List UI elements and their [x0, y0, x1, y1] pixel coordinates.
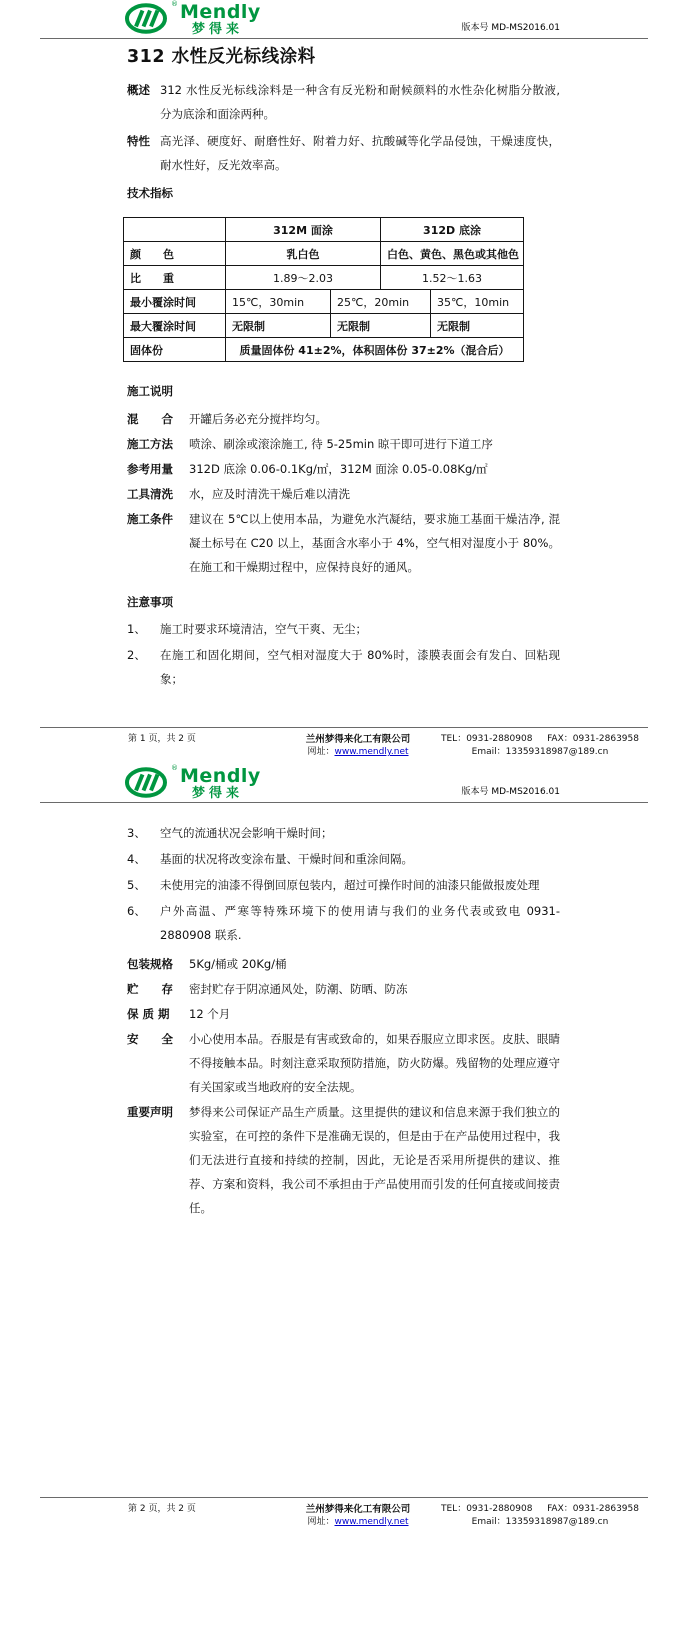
item-label: 工具清洗	[127, 487, 173, 501]
mendly-logo	[125, 766, 261, 800]
table-cell-312m: 312M 面涂	[226, 218, 381, 242]
features-text: 高光泽、硬度好、耐磨性好、附着力好、抗酸碱等化学品侵蚀，干燥速度快，耐水性好，反光效率高。	[160, 134, 560, 172]
table-row-color	[124, 242, 524, 266]
notes-list-continued	[127, 821, 560, 947]
page1-footer	[0, 725, 687, 759]
page2-content	[0, 821, 687, 1220]
item-text: 建议在 5℃以上使用本品，为避免水汽凝结，要求施工基面干燥洁净, 混凝土标号在 C20 以上，基面含水率小于 4%，空气相对湿度小于 80%。在施工和干燥期过程中，应保持良好的通风。	[189, 512, 560, 574]
item-label: 重要声明	[127, 1105, 173, 1119]
item-label: 施工方法	[127, 437, 173, 451]
note-item-2	[127, 643, 560, 691]
brand-name-cn: 梦得来	[192, 22, 244, 37]
footer-row	[0, 1498, 687, 1529]
note-text: 基面的状况将改变涂布量、干燥时间和重涂间隔。	[160, 852, 413, 866]
min-recoat-35: 35℃，10min	[431, 290, 524, 314]
item-label: 参考用量	[127, 462, 173, 476]
tech-spec-heading: 技术指标	[127, 186, 173, 200]
item-label: 保 质 期	[127, 1007, 170, 1021]
version-label: 版本号 MD-MS2016.01	[461, 787, 560, 797]
construction-item-usage	[127, 457, 560, 481]
info-items	[127, 952, 560, 1220]
brand-name: Mendly	[180, 1, 261, 23]
color-d: 白色、黄色、黑色或其他色	[381, 242, 524, 266]
page-header	[0, 0, 687, 36]
note-item-5	[127, 873, 560, 897]
table-row-header	[124, 218, 524, 242]
note-number: 4、	[127, 852, 146, 866]
gravity-m: 1.89～2.03	[226, 266, 381, 290]
overview-text: 312 水性反光标线涂料是一种含有反光粉和耐候颜料的水性杂化树脂分散液, 分为底涂和面涂两种。	[160, 83, 560, 121]
disclaimer-row	[127, 1100, 560, 1220]
website-link[interactable]: www.mendly.net	[334, 1517, 409, 1527]
registered-mark: ®	[171, 764, 178, 772]
max-recoat-3: 无限制	[431, 314, 524, 338]
note-number: 6、	[127, 904, 146, 918]
storage-row	[127, 977, 560, 1001]
item-label: 安 全	[127, 1032, 173, 1046]
table-row-solids	[124, 338, 524, 362]
gravity-label: 比 重	[124, 266, 226, 290]
note-item-6	[127, 899, 560, 947]
brand-name: Mendly	[180, 765, 261, 787]
note-item-3	[127, 821, 560, 845]
notes-heading: 注意事项	[127, 595, 173, 609]
construction-heading: 施工说明	[127, 384, 173, 398]
shelf-life-row	[127, 1002, 560, 1026]
page-1	[0, 0, 687, 760]
max-recoat-1: 无限制	[226, 314, 331, 338]
item-label: 施工条件	[127, 512, 173, 526]
contact-block	[433, 733, 647, 759]
note-number: 2、	[127, 648, 146, 662]
max-recoat-label: 最大覆涂时间	[124, 314, 226, 338]
company-name: 兰州梦得来化工有限公司	[305, 1504, 411, 1515]
note-text: 在施工和固化期间，空气相对湿度大于 80%时，漆膜表面会有发白、回粘现象；	[160, 648, 560, 686]
table-cell-312d: 312D 底涂	[381, 218, 524, 242]
mendly-logo-icon	[125, 767, 169, 798]
item-text: 小心使用本品。吞服是有害或致命的，如果吞服应立即求医。皮肤、眼睛不得接触本品。时刻注意采取预防措施，防火防爆。残留物的处理应遵守有关国家或当地政府的安全法规。	[189, 1032, 560, 1094]
company-name: 兰州梦得来化工有限公司	[305, 734, 411, 745]
website-link[interactable]: www.mendly.net	[334, 747, 409, 757]
item-label: 贮 存	[127, 982, 173, 996]
tech-spec-table	[123, 217, 524, 362]
table-cell-empty	[124, 218, 226, 242]
company-block	[283, 1503, 433, 1529]
features-label: 特性	[127, 134, 150, 148]
item-text: 喷涂、刷涂或滚涂施工, 待 5-25min 晾干即可进行下道工序	[189, 437, 493, 451]
note-text: 施工时要求环境清洁，空气干爽、无尘；	[160, 622, 367, 636]
note-text: 未使用完的油漆不得倒回原包装内，超过可操作时间的油漆只能做报废处理	[160, 878, 540, 892]
company-block	[283, 733, 433, 759]
item-text: 312D 底涂 0.06-0.1Kg/㎡，312M 面涂 0.05-0.08Kg/㎡	[189, 462, 488, 476]
table-row-gravity	[124, 266, 524, 290]
color-label: 颜 色	[124, 242, 226, 266]
solids-label: 固体份	[124, 338, 226, 362]
construction-item-mixing	[127, 407, 560, 431]
item-label: 混 合	[127, 412, 173, 426]
construction-item-conditions	[127, 507, 560, 579]
max-recoat-2: 无限制	[331, 314, 431, 338]
website-line	[283, 1516, 433, 1529]
mendly-logo-icon	[125, 3, 169, 34]
brand-name-cn: 梦得来	[192, 786, 244, 801]
contact-block	[433, 1503, 647, 1529]
overview-row	[127, 78, 560, 126]
website-label: 网址：	[307, 747, 335, 757]
page1-content	[0, 46, 687, 691]
header-rule	[40, 38, 648, 39]
page2-footer	[0, 1495, 687, 1529]
min-recoat-25: 25℃，20min	[331, 290, 431, 314]
version-label: 版本号 MD-MS2016.01	[461, 23, 560, 33]
note-number: 3、	[127, 826, 146, 840]
overview-label: 概述	[127, 83, 150, 97]
email-label: Email：13359318987@189.cn	[471, 747, 609, 757]
document-title: 312 水性反光标线涂料	[127, 47, 316, 67]
item-label: 包装规格	[127, 957, 173, 971]
page-2	[0, 760, 687, 1638]
construction-item-method	[127, 432, 560, 456]
packaging-row	[127, 952, 560, 976]
note-text: 空气的流通状况会影响干燥时间；	[160, 826, 333, 840]
mendly-logo	[125, 2, 261, 36]
logo-wordmark	[180, 3, 261, 36]
item-text: 水，应及时清洗干燥后难以清洗	[189, 487, 350, 501]
page-number: 第 2 页，共 2 页	[128, 1504, 196, 1514]
telfax-line	[433, 1503, 647, 1516]
gravity-d: 1.52～1.63	[381, 266, 524, 290]
tel-label: TEL：0931-2880908	[441, 1504, 533, 1514]
min-recoat-label: 最小覆涂时间	[124, 290, 226, 314]
solids-value: 质量固体份 41±2%，体积固体份 37±2%（混合后）	[226, 338, 524, 362]
min-recoat-15: 15℃，30min	[226, 290, 331, 314]
note-item-1	[127, 617, 560, 641]
table-row-max-recoat	[124, 314, 524, 338]
telfax-line	[433, 733, 647, 746]
item-text: 12 个月	[189, 1007, 231, 1021]
color-m: 乳白色	[226, 242, 381, 266]
construction-list	[127, 407, 560, 579]
note-number: 5、	[127, 878, 146, 892]
item-text: 密封贮存于阴凉通风处，防潮、防晒、防冻	[189, 982, 408, 996]
fax-label: FAX：0931-2863958	[547, 734, 639, 744]
table-row-min-recoat	[124, 290, 524, 314]
header-rule	[40, 802, 648, 803]
website-label: 网址：	[307, 1517, 335, 1527]
page-header	[0, 760, 687, 800]
note-text: 户外高温、严寒等特殊环境下的使用请与我们的业务代表或致电 0931-2880908 联系.	[160, 904, 560, 942]
construction-item-cleaning	[127, 482, 560, 506]
notes-list	[127, 617, 560, 691]
note-item-4	[127, 847, 560, 871]
note-number: 1、	[127, 622, 146, 636]
fax-label: FAX：0931-2863958	[547, 1504, 639, 1514]
page-number: 第 1 页，共 2 页	[128, 734, 196, 744]
registered-mark: ®	[171, 0, 178, 8]
item-text: 开罐后务必充分搅拌均匀。	[189, 412, 327, 426]
item-text: 梦得来公司保证产品生产质量。这里提供的建议和信息来源于我们独立的实验室，在可控的条件下是准确无误的，但是由于在产品使用过程中，我们无法进行直接和持续的控制，因此，无论是否采用所提供的建议、推荐、方案和资料，我公司不承担由于产品使用而引发的任何直接或间接责任。	[189, 1105, 560, 1215]
features-row	[127, 129, 560, 177]
footer-row	[0, 728, 687, 759]
website-line	[283, 746, 433, 759]
logo-wordmark	[180, 767, 261, 800]
tel-label: TEL：0931-2880908	[441, 734, 533, 744]
item-text: 5Kg/桶或 20Kg/桶	[189, 957, 287, 971]
safety-row	[127, 1027, 560, 1099]
email-label: Email：13359318987@189.cn	[471, 1517, 609, 1527]
